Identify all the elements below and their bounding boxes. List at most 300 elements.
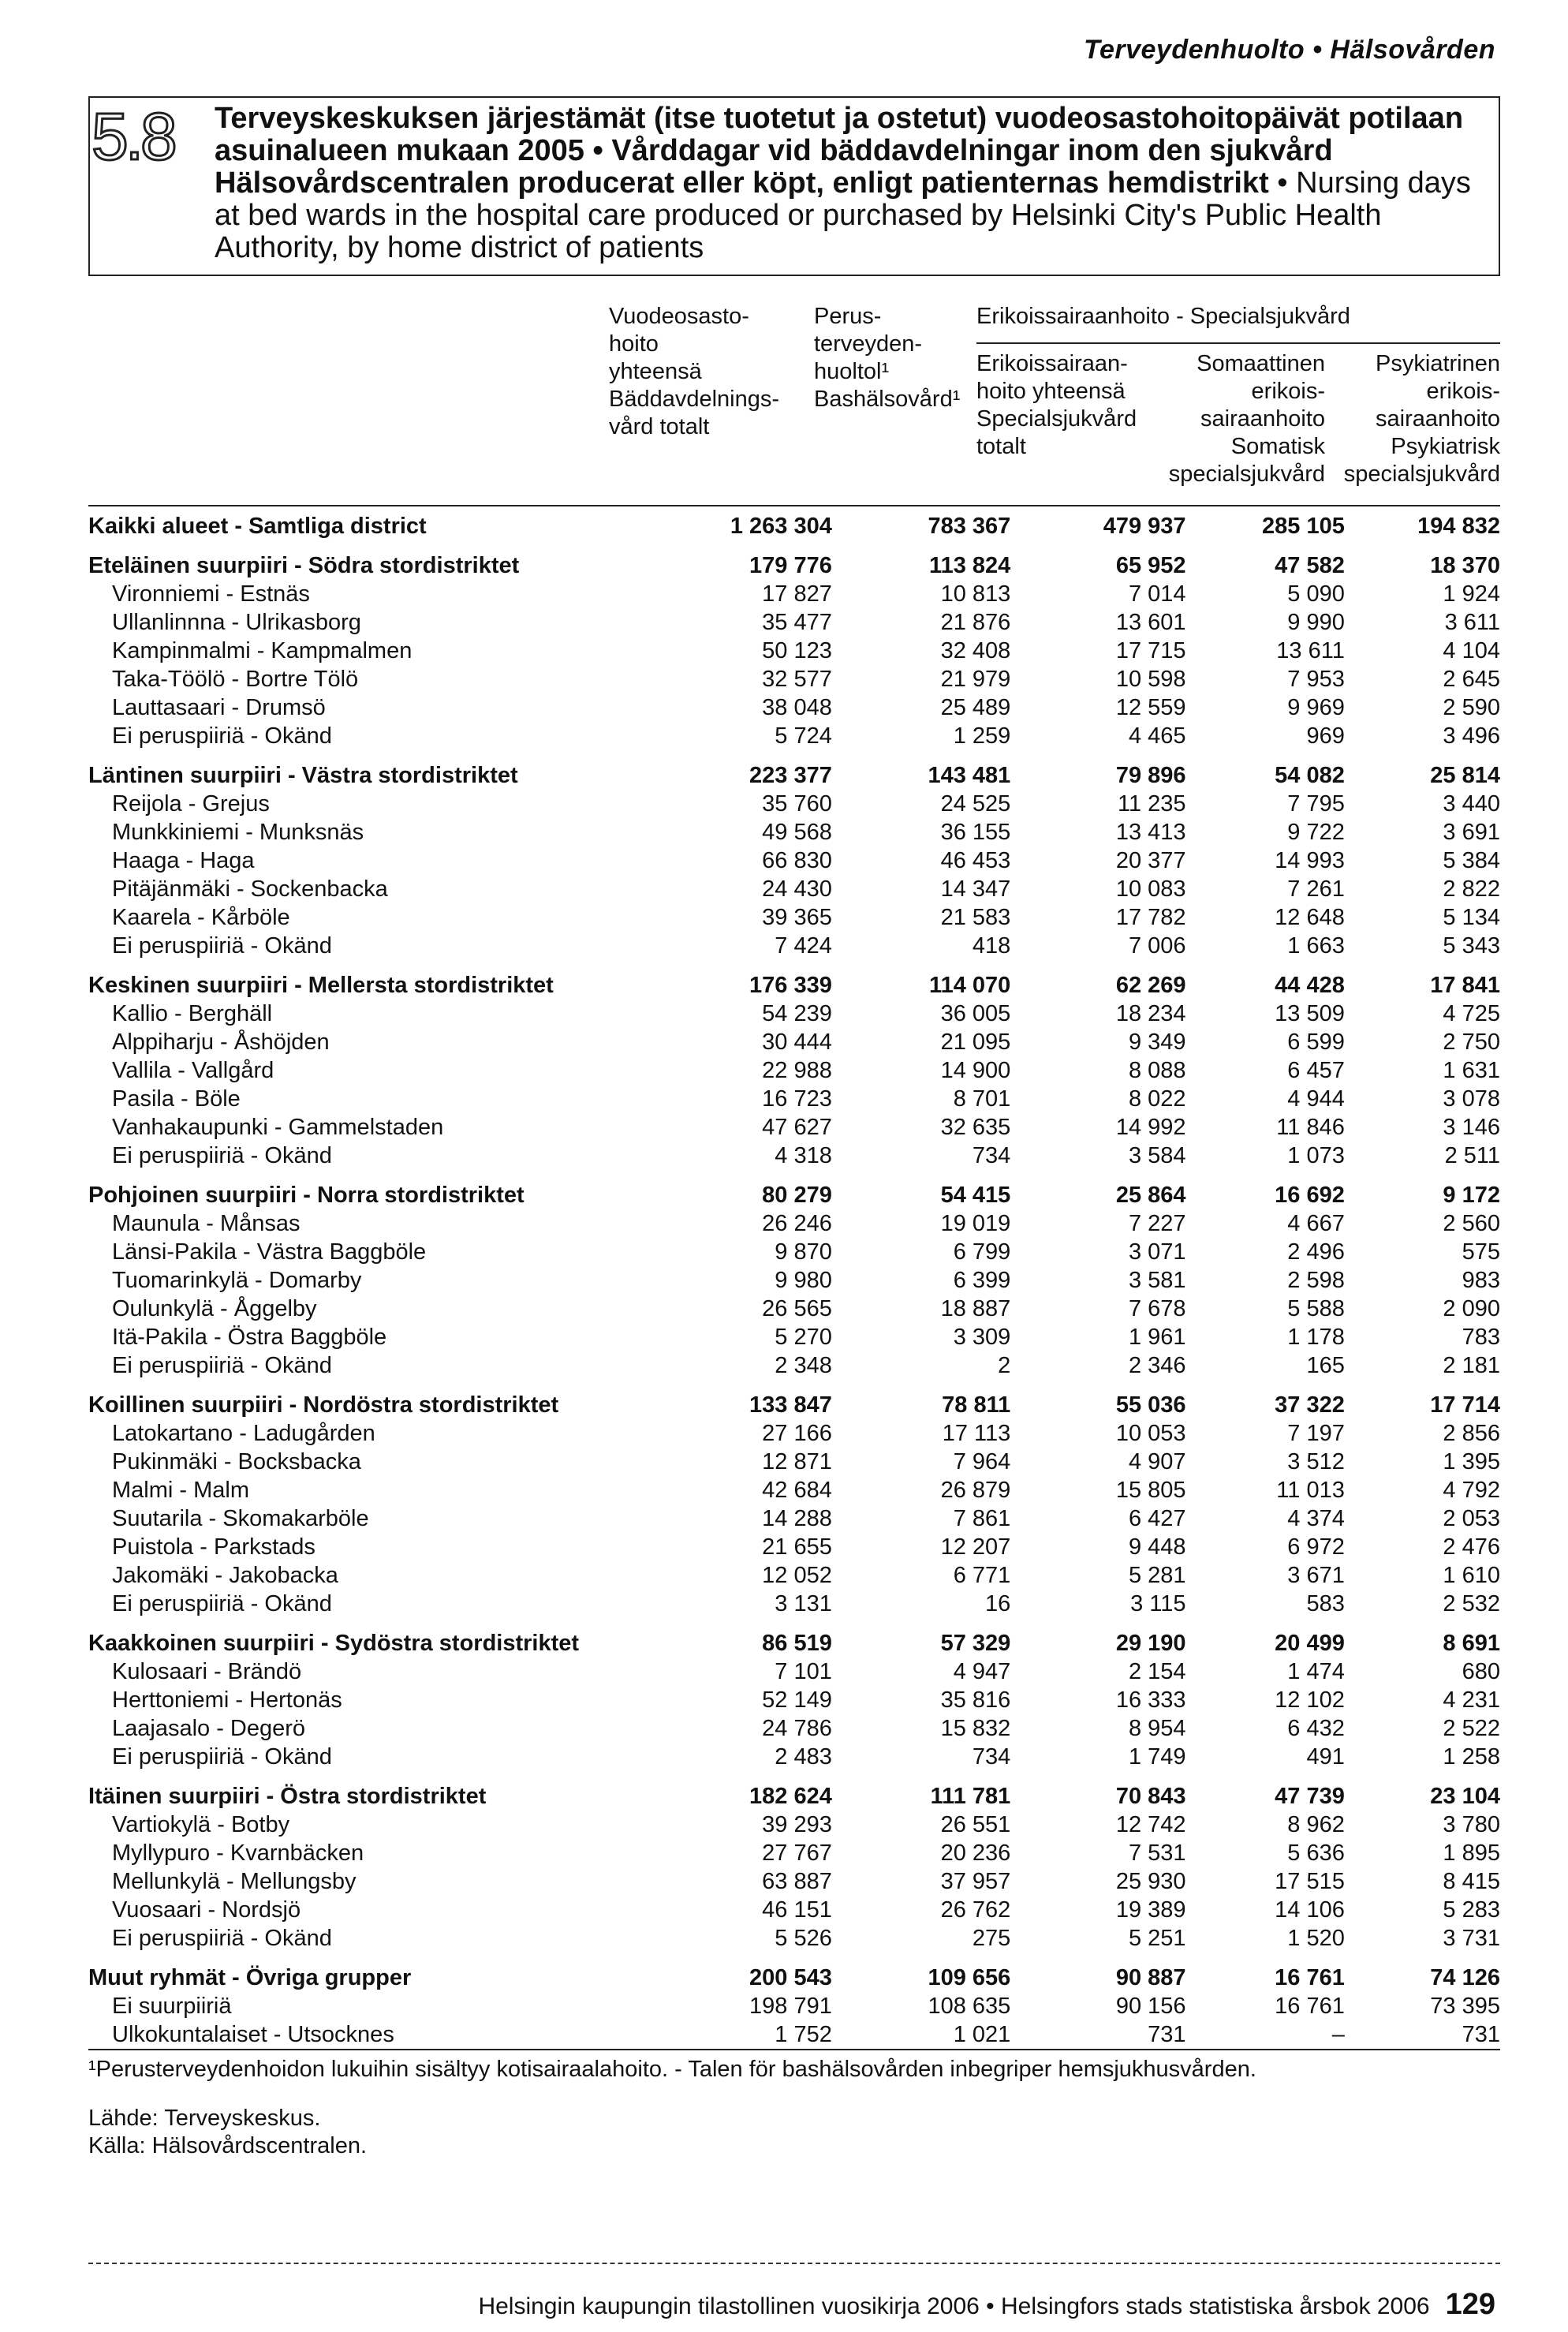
table-row [88,1113,1500,1142]
cell-col-1: 9 980 [775,1268,832,1293]
cell-col-3: 9 349 [1128,1030,1186,1055]
cell-col-5: 17 714 [1430,1392,1500,1418]
cell-col-1: 35 760 [762,791,832,817]
row-label: Ei peruspiiriä - Okänd [112,933,332,959]
cell-col-1: 26 565 [762,1296,832,1321]
cell-col-4: 9 969 [1287,695,1345,720]
cell-col-1: 80 279 [762,1183,832,1208]
cell-col-5: 4 792 [1443,1478,1500,1503]
cell-col-2: 25 489 [940,695,1011,720]
table-row [88,2020,1500,2049]
cell-col-3: 7 227 [1128,1211,1186,1236]
cell-col-4: 1 073 [1287,1143,1345,1168]
cell-col-4: 6 432 [1287,1716,1345,1741]
cell-col-2: 57 329 [940,1631,1011,1656]
table-row [88,1209,1500,1238]
row-label: Ei peruspiiriä - Okänd [112,1591,332,1616]
cell-col-1: 38 048 [762,695,832,720]
cell-col-1: 24 430 [762,876,832,902]
cell-col-3: 12 742 [1115,1812,1186,1837]
row-spacer [88,960,1500,971]
cell-col-3: 2 154 [1128,1659,1186,1684]
row-label: Keskinen suurpiiri - Mellersta stordistriktet [88,973,554,998]
cell-col-1: 7 101 [775,1659,832,1684]
row-label: Koillinen suurpiiri - Nordöstra stordistriktet [88,1392,559,1418]
cell-col-3: 13 413 [1115,820,1186,845]
row-label: Itäinen suurpiiri - Östra stordistriktet [88,1784,487,1809]
cell-col-4: 7 197 [1287,1421,1345,1446]
cell-col-3: 12 559 [1115,695,1186,720]
district-total-row [88,1782,1500,1811]
table-row [88,637,1500,665]
cell-col-5: 23 104 [1430,1784,1500,1809]
cell-col-1: 9 870 [775,1239,832,1265]
cell-col-5: 2 645 [1443,667,1500,692]
cell-col-3: 62 269 [1115,973,1186,998]
cell-col-1: 49 568 [762,820,832,845]
table-row [88,665,1500,693]
cell-col-4: 54 082 [1275,763,1345,788]
cell-col-4: 13 611 [1276,638,1345,663]
cell-col-4: 37 322 [1275,1392,1345,1418]
row-label: Herttoniemi - Hertonäs [112,1687,342,1713]
cell-col-2: 21 979 [940,667,1011,692]
row-label: Tuomarinkylä - Domarby [112,1268,362,1293]
cell-col-1: 21 655 [762,1534,832,1560]
cell-col-2: 32 635 [940,1115,1011,1140]
cell-col-2: 114 070 [929,973,1011,998]
cell-col-3: 8 088 [1128,1058,1186,1083]
cell-col-4: 4 374 [1287,1506,1345,1531]
table-row [88,1992,1500,2020]
cell-col-2: 46 453 [940,848,1011,873]
cell-col-2: 21 583 [940,905,1011,930]
cell-col-3: 17 782 [1115,905,1186,930]
table-row [88,1504,1500,1533]
cell-col-5: 1 895 [1443,1841,1500,1866]
cell-col-2: 2 [998,1353,1011,1378]
cell-col-3: 18 234 [1115,1001,1186,1026]
cell-col-4: 44 428 [1275,973,1345,998]
cell-col-5: 18 370 [1430,553,1500,578]
cell-col-5: 2 511 [1444,1143,1500,1168]
title-en: Nursing days at bed wards in the hospital care produced or purchased by Helsinki City's Public Health Authority, by home district of patients [215,166,1471,264]
cell-col-2: 275 [972,1926,1011,1951]
row-label: Reijola - Grejus [112,791,270,817]
cell-col-3: 55 036 [1115,1392,1186,1418]
cell-col-3: 90 156 [1115,1994,1186,2019]
cell-col-2: 19 019 [940,1211,1011,1236]
cell-col-1: 2 483 [775,1744,832,1770]
cell-col-1: 27 166 [762,1421,832,1446]
cell-col-3: 1 749 [1128,1744,1186,1770]
cell-col-2: 15 832 [940,1716,1011,1741]
cell-col-2: 734 [972,1143,1011,1168]
cell-col-5: 17 841 [1430,973,1500,998]
cell-col-4: 11 013 [1276,1478,1345,1503]
row-label: Ei peruspiiriä - Okänd [112,1926,332,1951]
cell-col-1: 7 424 [775,933,832,959]
table-row [88,903,1500,932]
table-row [88,790,1500,818]
cell-col-4: 6 972 [1287,1534,1345,1560]
cell-col-3: 25 930 [1115,1869,1186,1894]
cell-col-2: 783 367 [928,514,1011,539]
cell-col-4: 8 962 [1287,1812,1345,1837]
cell-col-3: 2 346 [1128,1353,1186,1378]
table-row [88,1533,1500,1561]
cell-col-2: 109 656 [928,1965,1011,1990]
district-total-row [88,761,1500,790]
row-label: Kulosaari - Brändö [112,1659,302,1684]
cell-col-3: 3 584 [1128,1143,1186,1168]
cell-col-1: 27 767 [762,1841,832,1866]
table-row [88,1266,1500,1295]
cell-col-5: 3 146 [1443,1115,1500,1140]
cell-col-1: 52 149 [762,1687,832,1713]
table-row [88,693,1500,722]
cell-col-4: 583 [1306,1591,1345,1616]
cell-col-1: 24 786 [762,1716,832,1741]
cell-col-1: 46 151 [762,1897,832,1923]
cell-col-3: 16 333 [1115,1687,1186,1713]
cell-col-4: 7 795 [1287,791,1345,817]
district-total-row [88,1391,1500,1419]
row-label: Malmi - Malm [112,1478,249,1503]
cell-col-2: 21 095 [940,1030,1011,1055]
cell-col-1: 66 830 [762,848,832,873]
table-row [88,818,1500,846]
row-label: Latokartano - Ladugården [112,1421,375,1446]
table-row [88,1448,1500,1476]
cell-col-3: 65 952 [1115,553,1186,578]
cell-col-2: 734 [972,1744,1011,1770]
row-label: Ullanlinnna - Ulrikasborg [112,610,361,635]
row-label: Läntinen suurpiiri - Västra stordistriktet [88,763,518,788]
cell-col-3: 29 190 [1115,1631,1186,1656]
row-label: Länsi-Pakila - Västra Baggböle [112,1239,427,1265]
cell-col-3: 8 954 [1128,1716,1186,1741]
table-row [88,1839,1500,1867]
row-label: Kaakkoinen suurpiiri - Sydöstra stordistriktet [88,1631,580,1656]
row-label: Oulunkylä - Åggelby [112,1296,317,1321]
cell-col-5: 3 078 [1443,1086,1500,1112]
cell-col-2: 6 799 [953,1239,1011,1265]
cell-col-2: 6 399 [953,1268,1011,1293]
row-label: Vanhakaupunki - Gammelstaden [112,1115,444,1140]
cell-col-5: 1 258 [1443,1744,1500,1770]
row-label: Muut ryhmät - Övriga grupper [88,1965,412,1990]
cell-col-5: 2 856 [1443,1421,1500,1446]
cell-col-3: 3 115 [1130,1591,1186,1616]
cell-col-1: 12 871 [762,1449,832,1474]
cell-col-5: 5 134 [1443,905,1500,930]
row-label: Itä-Pakila - Östra Baggböle [112,1325,387,1350]
table-row [88,846,1500,875]
table-row [88,1924,1500,1953]
cell-col-2: 36 155 [940,820,1011,845]
cell-col-3: 20 377 [1115,848,1186,873]
cell-col-4: 1 663 [1287,933,1345,959]
cell-col-2: 14 347 [940,876,1011,902]
cell-col-3: 79 896 [1115,763,1186,788]
cell-col-1: 5 270 [775,1325,832,1350]
col-header-specialist-group: Erikoissairaanhoito - Specialsjukvård [976,304,1350,329]
cell-col-2: 7 861 [953,1506,1011,1531]
cell-col-5: 1 631 [1443,1058,1500,1083]
cell-col-1: 133 847 [749,1392,832,1418]
row-label: Ei peruspiiriä - Okänd [112,1353,332,1378]
specialist-group-rule [976,342,1500,344]
table-row [88,1323,1500,1351]
cell-col-5: 73 395 [1430,1994,1500,2019]
cell-col-2: 14 900 [940,1058,1011,1083]
cell-col-4: 1 178 [1287,1325,1345,1350]
cell-col-5: 3 731 [1443,1926,1500,1951]
cell-col-5: 575 [1462,1239,1500,1265]
cell-col-1: 86 519 [762,1631,832,1656]
cell-col-4: 16 761 [1275,1994,1345,2019]
cell-col-4: 14 993 [1275,848,1345,873]
cell-col-5: 5 283 [1443,1897,1500,1923]
row-spacer [88,1618,1500,1629]
cell-col-1: 1 752 [775,2022,832,2047]
cell-col-2: 8 701 [953,1086,1011,1112]
cell-col-5: 2 560 [1443,1211,1500,1236]
table-row [88,1590,1500,1618]
cell-col-5: 731 [1462,2022,1500,2047]
table-bottom-rule [88,2049,1500,2050]
table-row [88,1419,1500,1448]
cell-col-4: – [1331,2022,1345,2047]
cell-col-2: 108 635 [928,1994,1011,2019]
cell-col-3: 70 843 [1115,1784,1186,1809]
cell-col-1: 17 827 [762,581,832,607]
cell-col-1: 54 239 [762,1001,832,1026]
col-header-psychiatric: Psykiatrinen erikois- sairaanhoito Psykiatrisk specialsjukvård [1343,351,1500,487]
cell-col-4: 9 722 [1287,820,1345,845]
cell-col-1: 26 246 [762,1211,832,1236]
row-label: Pukinmäki - Bocksbacka [112,1449,361,1474]
row-label: Taka-Töölö - Bortre Tölö [112,667,359,692]
cell-col-4: 7 953 [1287,667,1345,692]
page-bottom-rule [88,2263,1500,2264]
cell-col-3: 10 053 [1115,1421,1186,1446]
cell-col-1: 42 684 [762,1478,832,1503]
row-label: Haaga - Haga [112,848,255,873]
cell-col-1: 32 577 [762,667,832,692]
row-label: Myllypuro - Kvarnbäcken [112,1841,364,1866]
cell-col-4: 2 496 [1287,1239,1345,1265]
cell-col-2: 113 824 [929,553,1011,578]
cell-col-1: 182 624 [749,1784,832,1809]
table-row [88,722,1500,750]
cell-col-2: 3 309 [953,1325,1011,1350]
cell-col-1: 50 123 [762,638,832,663]
cell-col-4: 4 944 [1287,1086,1345,1112]
cell-col-2: 111 781 [930,1784,1011,1809]
cell-col-4: 5 588 [1287,1296,1345,1321]
row-spacer [88,1953,1500,1964]
cell-col-4: 47 739 [1275,1784,1345,1809]
footer-publication: Helsingin kaupungin tilastollinen vuosikirja 2006 • Helsingfors stads statistiska årsbok 2006 [478,2293,1430,2319]
table-row [88,875,1500,903]
cell-col-1: 22 988 [762,1058,832,1083]
col-header-total: Vuodeosasto- hoito yhteensä Bäddavdelnings- vård totalt [609,304,780,439]
running-header: Terveydenhuolto • Hälsovården [1083,35,1495,65]
cell-col-4: 12 102 [1275,1687,1345,1713]
cell-col-2: 418 [972,933,1011,959]
cell-col-5: 2 822 [1443,876,1500,902]
cell-col-2: 18 887 [940,1296,1011,1321]
title-sv: Vårddagar vid bäddavdelningar inom den sjukvård Hälsovårdscentralen producerat eller köpt, enligt patienternas hemdistrikt [215,134,1333,200]
cell-col-3: 10 083 [1115,876,1186,902]
row-label: Mellunkylä - Mellungsby [112,1869,357,1894]
table-row [88,932,1500,960]
cell-col-3: 11 235 [1117,791,1186,817]
table-row [88,1686,1500,1714]
header-bottom-rule [88,505,1500,506]
row-label: Kaikki alueet - Samtliga district [88,514,427,539]
cell-col-4: 12 648 [1275,905,1345,930]
district-total-row [88,1181,1500,1209]
district-total-row [88,512,1500,540]
cell-col-3: 14 992 [1115,1115,1186,1140]
cell-col-1: 39 293 [762,1812,832,1837]
row-label: Vallila - Vallgård [112,1058,274,1083]
cell-col-3: 7 678 [1128,1296,1186,1321]
page-number: 129 [1445,2288,1495,2321]
row-spacer [88,540,1500,551]
row-label: Vironniemi - Estnäs [112,581,310,607]
cell-col-3: 7 006 [1128,933,1186,959]
cell-col-4: 6 599 [1287,1030,1345,1055]
row-label: Pasila - Böle [112,1086,241,1112]
row-label: Kampinmalmi - Kampmalmen [112,638,413,663]
row-label: Pohjoinen suurpiiri - Norra stordistriktet [88,1183,525,1208]
footnote: ¹Perusterveydenhoidon lukuihin sisältyy kotisairaalahoito. - Talen för bashälsovården inbegriper hemsjukhusvården. [88,2057,1256,2082]
row-label: Eteläinen suurpiiri - Södra stordistriktet [88,553,520,578]
cell-col-5: 4 231 [1443,1687,1500,1713]
cell-col-2: 4 947 [953,1659,1011,1684]
cell-col-5: 2 750 [1443,1030,1500,1055]
cell-col-2: 10 813 [940,581,1011,607]
table-number-text: 5.8 [91,104,174,167]
cell-col-4: 4 667 [1287,1211,1345,1236]
table-row [88,1657,1500,1686]
data-table [88,512,1500,2049]
cell-col-1: 30 444 [762,1030,832,1055]
row-label: Ulkokuntalaiset - Utsocknes [112,2022,394,2047]
cell-col-5: 2 090 [1443,1296,1500,1321]
cell-col-1: 176 339 [749,973,832,998]
table-row [88,1561,1500,1590]
cell-col-1: 5 724 [775,723,832,749]
cell-col-2: 26 762 [940,1897,1011,1923]
row-label: Ei suurpiiriä [112,1994,232,2019]
cell-col-2: 20 236 [940,1841,1011,1866]
row-label: Vartiokylä - Botby [112,1812,290,1837]
cell-col-2: 1 259 [953,723,1011,749]
cell-col-4: 7 261 [1287,876,1345,902]
cell-col-4: 11 846 [1276,1115,1345,1140]
cell-col-3: 3 581 [1128,1268,1186,1293]
table-row [88,608,1500,637]
cell-col-5: 2 522 [1443,1716,1500,1741]
cell-col-5: 3 440 [1443,791,1500,817]
table-row [88,1085,1500,1113]
cell-col-4: 13 509 [1275,1001,1345,1026]
row-label: Lauttasaari - Drumsö [112,695,326,720]
district-total-row [88,1964,1500,1992]
cell-col-3: 13 601 [1115,610,1186,635]
row-label: Puistola - Parkstads [112,1534,315,1560]
cell-col-1: 2 348 [775,1353,832,1378]
cell-col-1: 3 131 [775,1591,832,1616]
cell-col-4: 969 [1306,723,1345,749]
cell-col-1: 200 543 [749,1965,832,1990]
cell-col-2: 26 551 [940,1812,1011,1837]
row-spacer [88,1380,1500,1391]
cell-col-1: 4 318 [775,1143,832,1168]
cell-col-2: 1 021 [953,2022,1011,2047]
cell-col-3: 17 715 [1115,638,1186,663]
row-label: Maunula - Månsas [112,1211,301,1236]
cell-col-4: 47 582 [1275,553,1345,578]
cell-col-2: 16 [985,1591,1011,1616]
cell-col-1: 39 365 [762,905,832,930]
cell-col-5: 1 610 [1443,1563,1500,1588]
row-label: Pitäjänmäki - Sockenbacka [112,876,388,902]
cell-col-2: 36 005 [940,1001,1011,1026]
col-header-specialist-total: Erikoissairaan- hoito yhteensä Specialsjukvård totalt [976,351,1137,459]
cell-col-2: 78 811 [942,1392,1011,1418]
cell-col-3: 9 448 [1128,1534,1186,1560]
cell-col-3: 4 907 [1128,1449,1186,1474]
cell-col-4: 20 499 [1275,1631,1345,1656]
cell-col-4: 9 990 [1287,610,1345,635]
cell-col-1: 14 288 [762,1506,832,1531]
table-row [88,1811,1500,1839]
cell-col-4: 1 520 [1287,1926,1345,1951]
page-footer [478,2288,1495,2322]
cell-col-4: 165 [1306,1353,1345,1378]
table-row [88,580,1500,608]
cell-col-4: 3 512 [1287,1449,1345,1474]
cell-col-5: 3 780 [1443,1812,1500,1837]
cell-col-3: 7 531 [1128,1841,1186,1866]
cell-col-2: 54 415 [940,1183,1011,1208]
table-row [88,1476,1500,1504]
cell-col-2: 21 876 [940,610,1011,635]
cell-col-1: 16 723 [762,1086,832,1112]
table-row [88,1056,1500,1085]
cell-col-1: 47 627 [762,1115,832,1140]
cell-col-5: 2 181 [1443,1353,1500,1378]
title-fi: Terveyskeskuksen järjestämät (itse tuotetut ja ostetut) vuodeosastohoitopäivät potilaan asuinalueen mukaan 2005 [215,102,1464,167]
col-header-somatic: Somaattinen erikois- sairaanhoito Somatisk specialsjukvård [1168,351,1325,487]
row-label: Suutarila - Skomakarböle [112,1506,369,1531]
cell-col-3: 4 465 [1128,723,1186,749]
cell-col-3: 1 961 [1128,1325,1186,1350]
cell-col-3: 5 281 [1128,1563,1186,1588]
cell-col-3: 6 427 [1128,1506,1186,1531]
table-row [88,1867,1500,1896]
cell-col-2: 17 113 [942,1421,1011,1446]
cell-col-4: 491 [1306,1744,1345,1770]
cell-col-3: 90 887 [1115,1965,1186,1990]
table-row [88,1896,1500,1924]
